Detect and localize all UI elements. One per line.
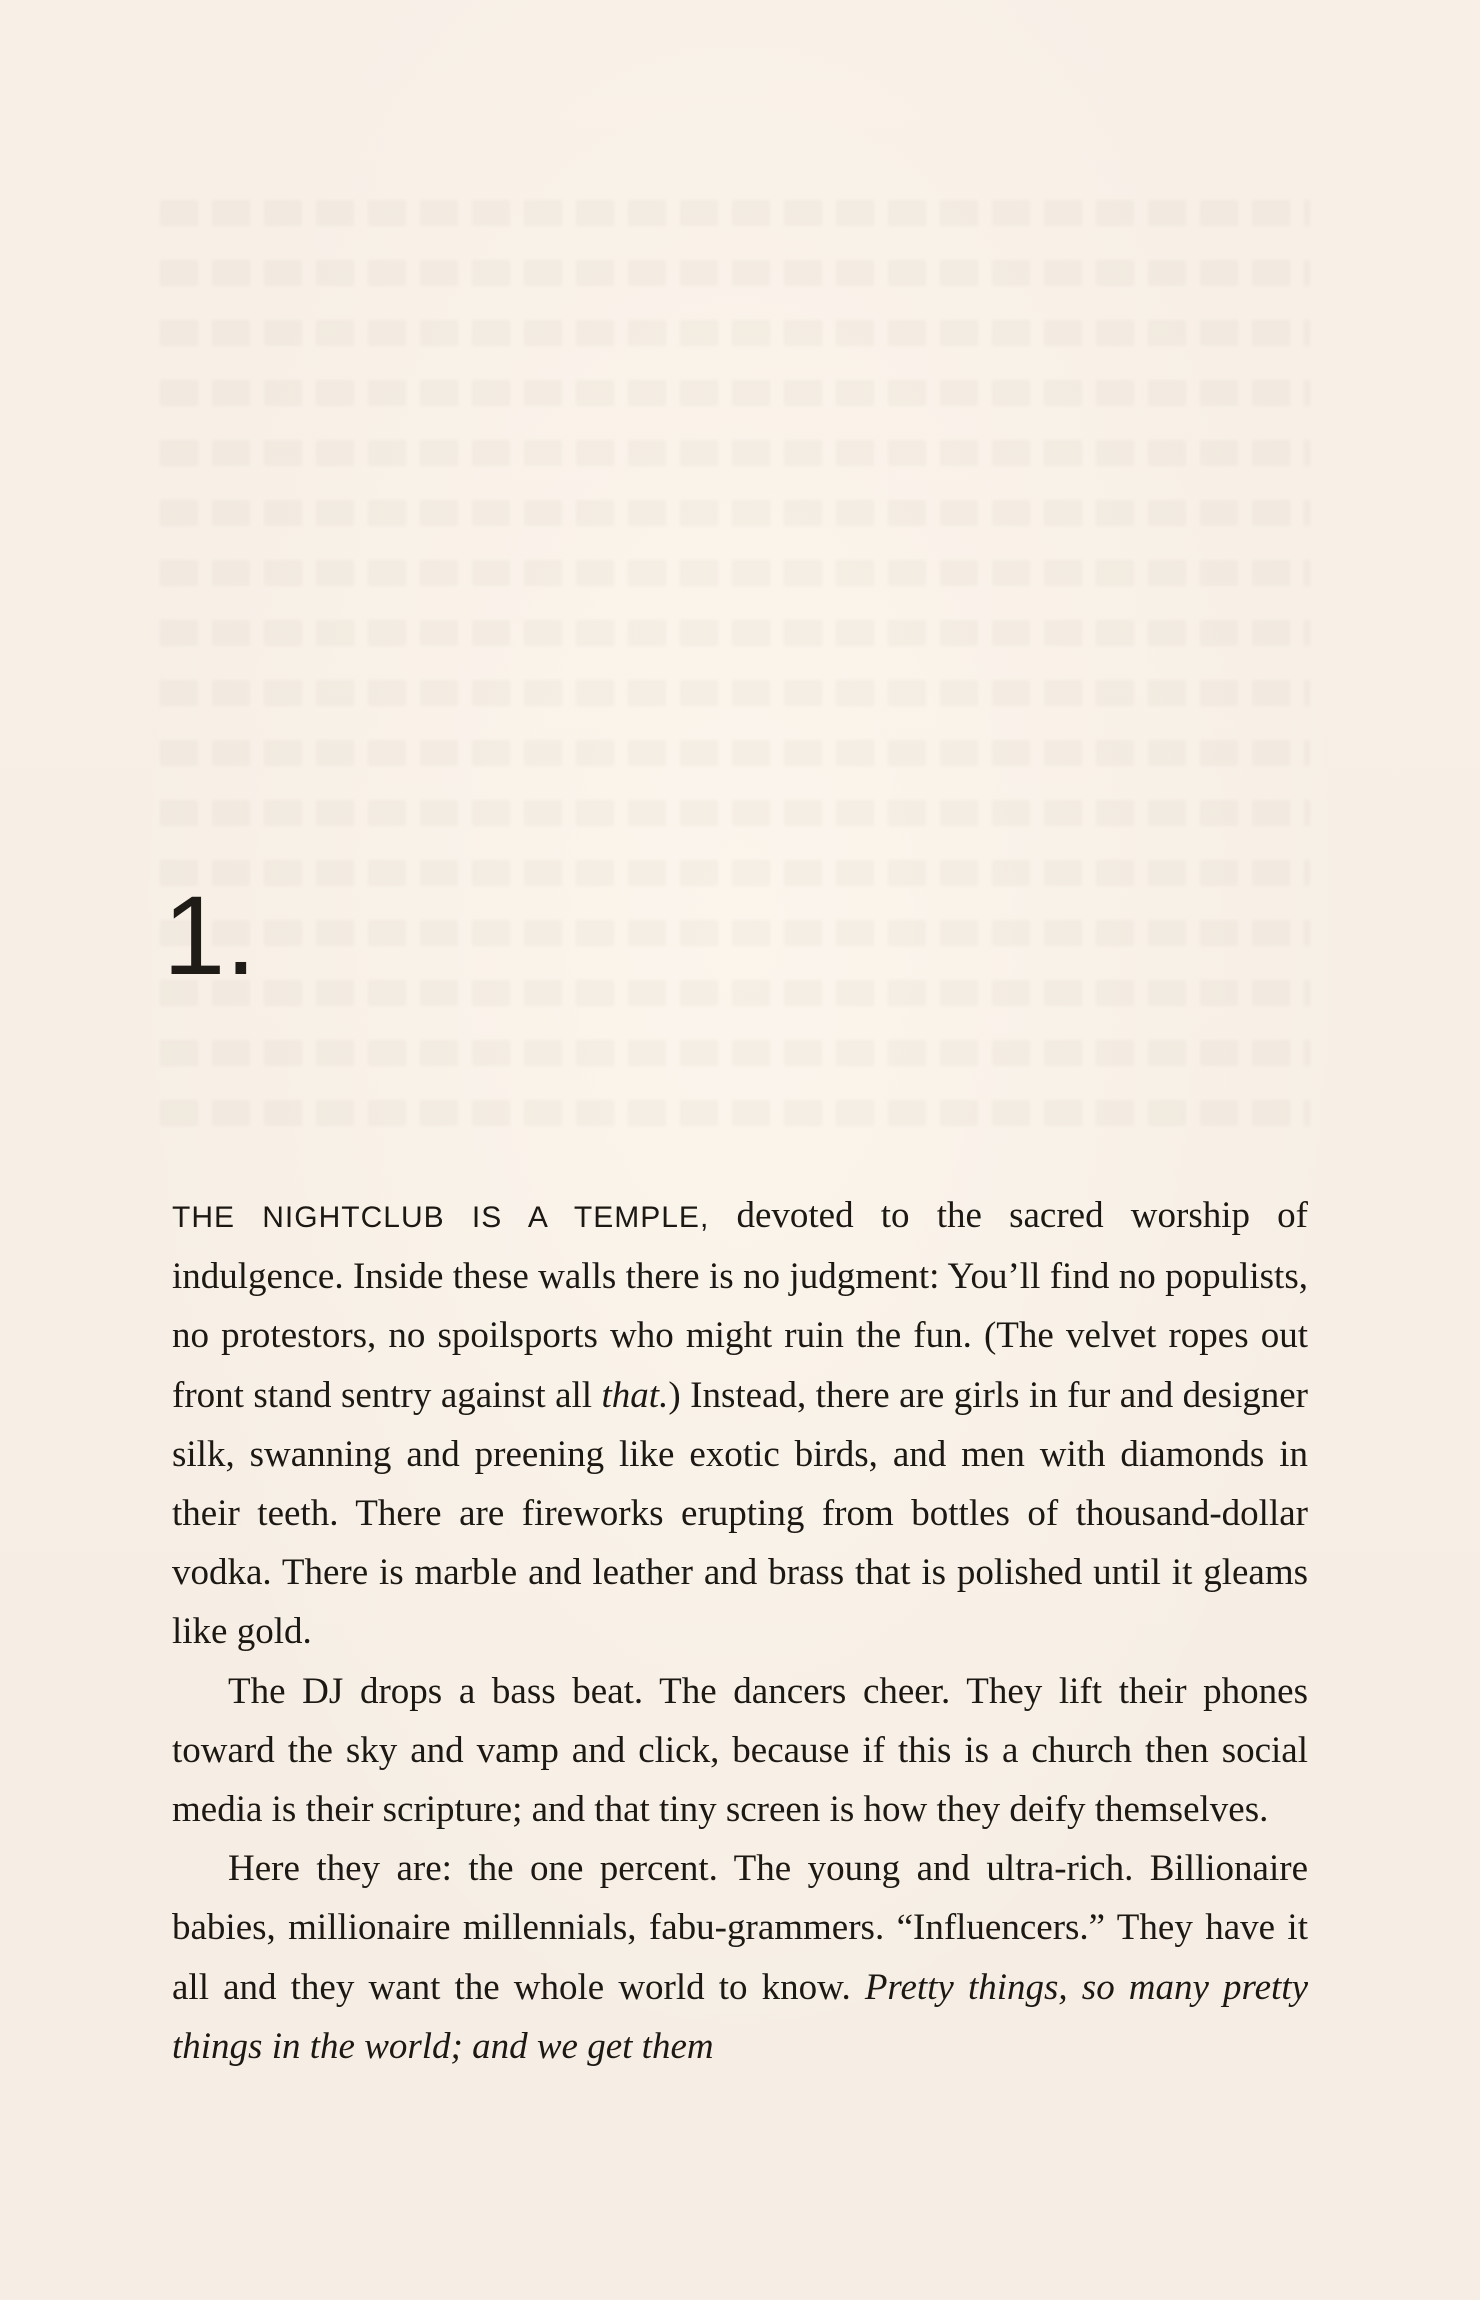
bleed-through-line: [160, 1100, 1310, 1126]
bleed-through-line: [160, 560, 1310, 586]
bleed-through-line: [160, 200, 1310, 226]
bleed-through-line: [160, 680, 1310, 706]
chapter-number: 1.: [163, 873, 257, 998]
bleed-through-line: [160, 740, 1310, 766]
bleed-through-line: [160, 860, 1310, 886]
paragraph: [172, 1186, 1308, 1662]
bleed-through-line: [160, 620, 1310, 646]
paragraph-text: devoted to the sacred worship of indulgence. Inside these walls there is no judgment: You’ll find no populists, no protestors, no spoilsports who might ruin the fun. (The velvet ropes out front stand sentry against all: [172, 1195, 1308, 1416]
emphasis-text: that.: [601, 1374, 669, 1416]
bleed-through-line: [160, 260, 1310, 286]
bleed-through-line: [160, 980, 1310, 1006]
bleed-through-line: [160, 800, 1310, 826]
bleed-through-line: [160, 500, 1310, 526]
chapter-lead-in: THE NIGHTCLUB IS A TEMPLE,: [172, 1201, 710, 1234]
emphasis-text: Pretty things, so many pretty things in the world; and we get them: [172, 1966, 1308, 2067]
bleed-through-line: [160, 920, 1310, 946]
bleed-through-line: [160, 1040, 1310, 1066]
bleed-through-line: [160, 320, 1310, 346]
bleed-through-line: [160, 380, 1310, 406]
bleed-through-line: [160, 440, 1310, 466]
paragraph: [172, 1839, 1308, 2076]
paragraph-text: Here they are: the one percent. The young and ultra-rich. Billionaire babies, millionaire millennials, fabu-grammers. “Influencers.” They have it all and they want the whole world to know.: [172, 1848, 1308, 2008]
paragraph: [172, 1662, 1308, 1840]
paragraph-text: The DJ drops a bass beat. The dancers cheer. They lift their phones toward the sky and vamp and click, because if this is a church then social media is their scripture; and that tiny screen is how they deify themselves.: [172, 1670, 1308, 1831]
body-text: [172, 1186, 1308, 2076]
paragraph-text: ) Instead, there are girls in fur and designer silk, swanning and preening like exotic birds, and men with diamonds in their teeth. There are fireworks erupting from bottles of thousand-dollar vodka. There is marble and leather and brass that is polished until it gleams like gold.: [172, 1374, 1309, 1653]
